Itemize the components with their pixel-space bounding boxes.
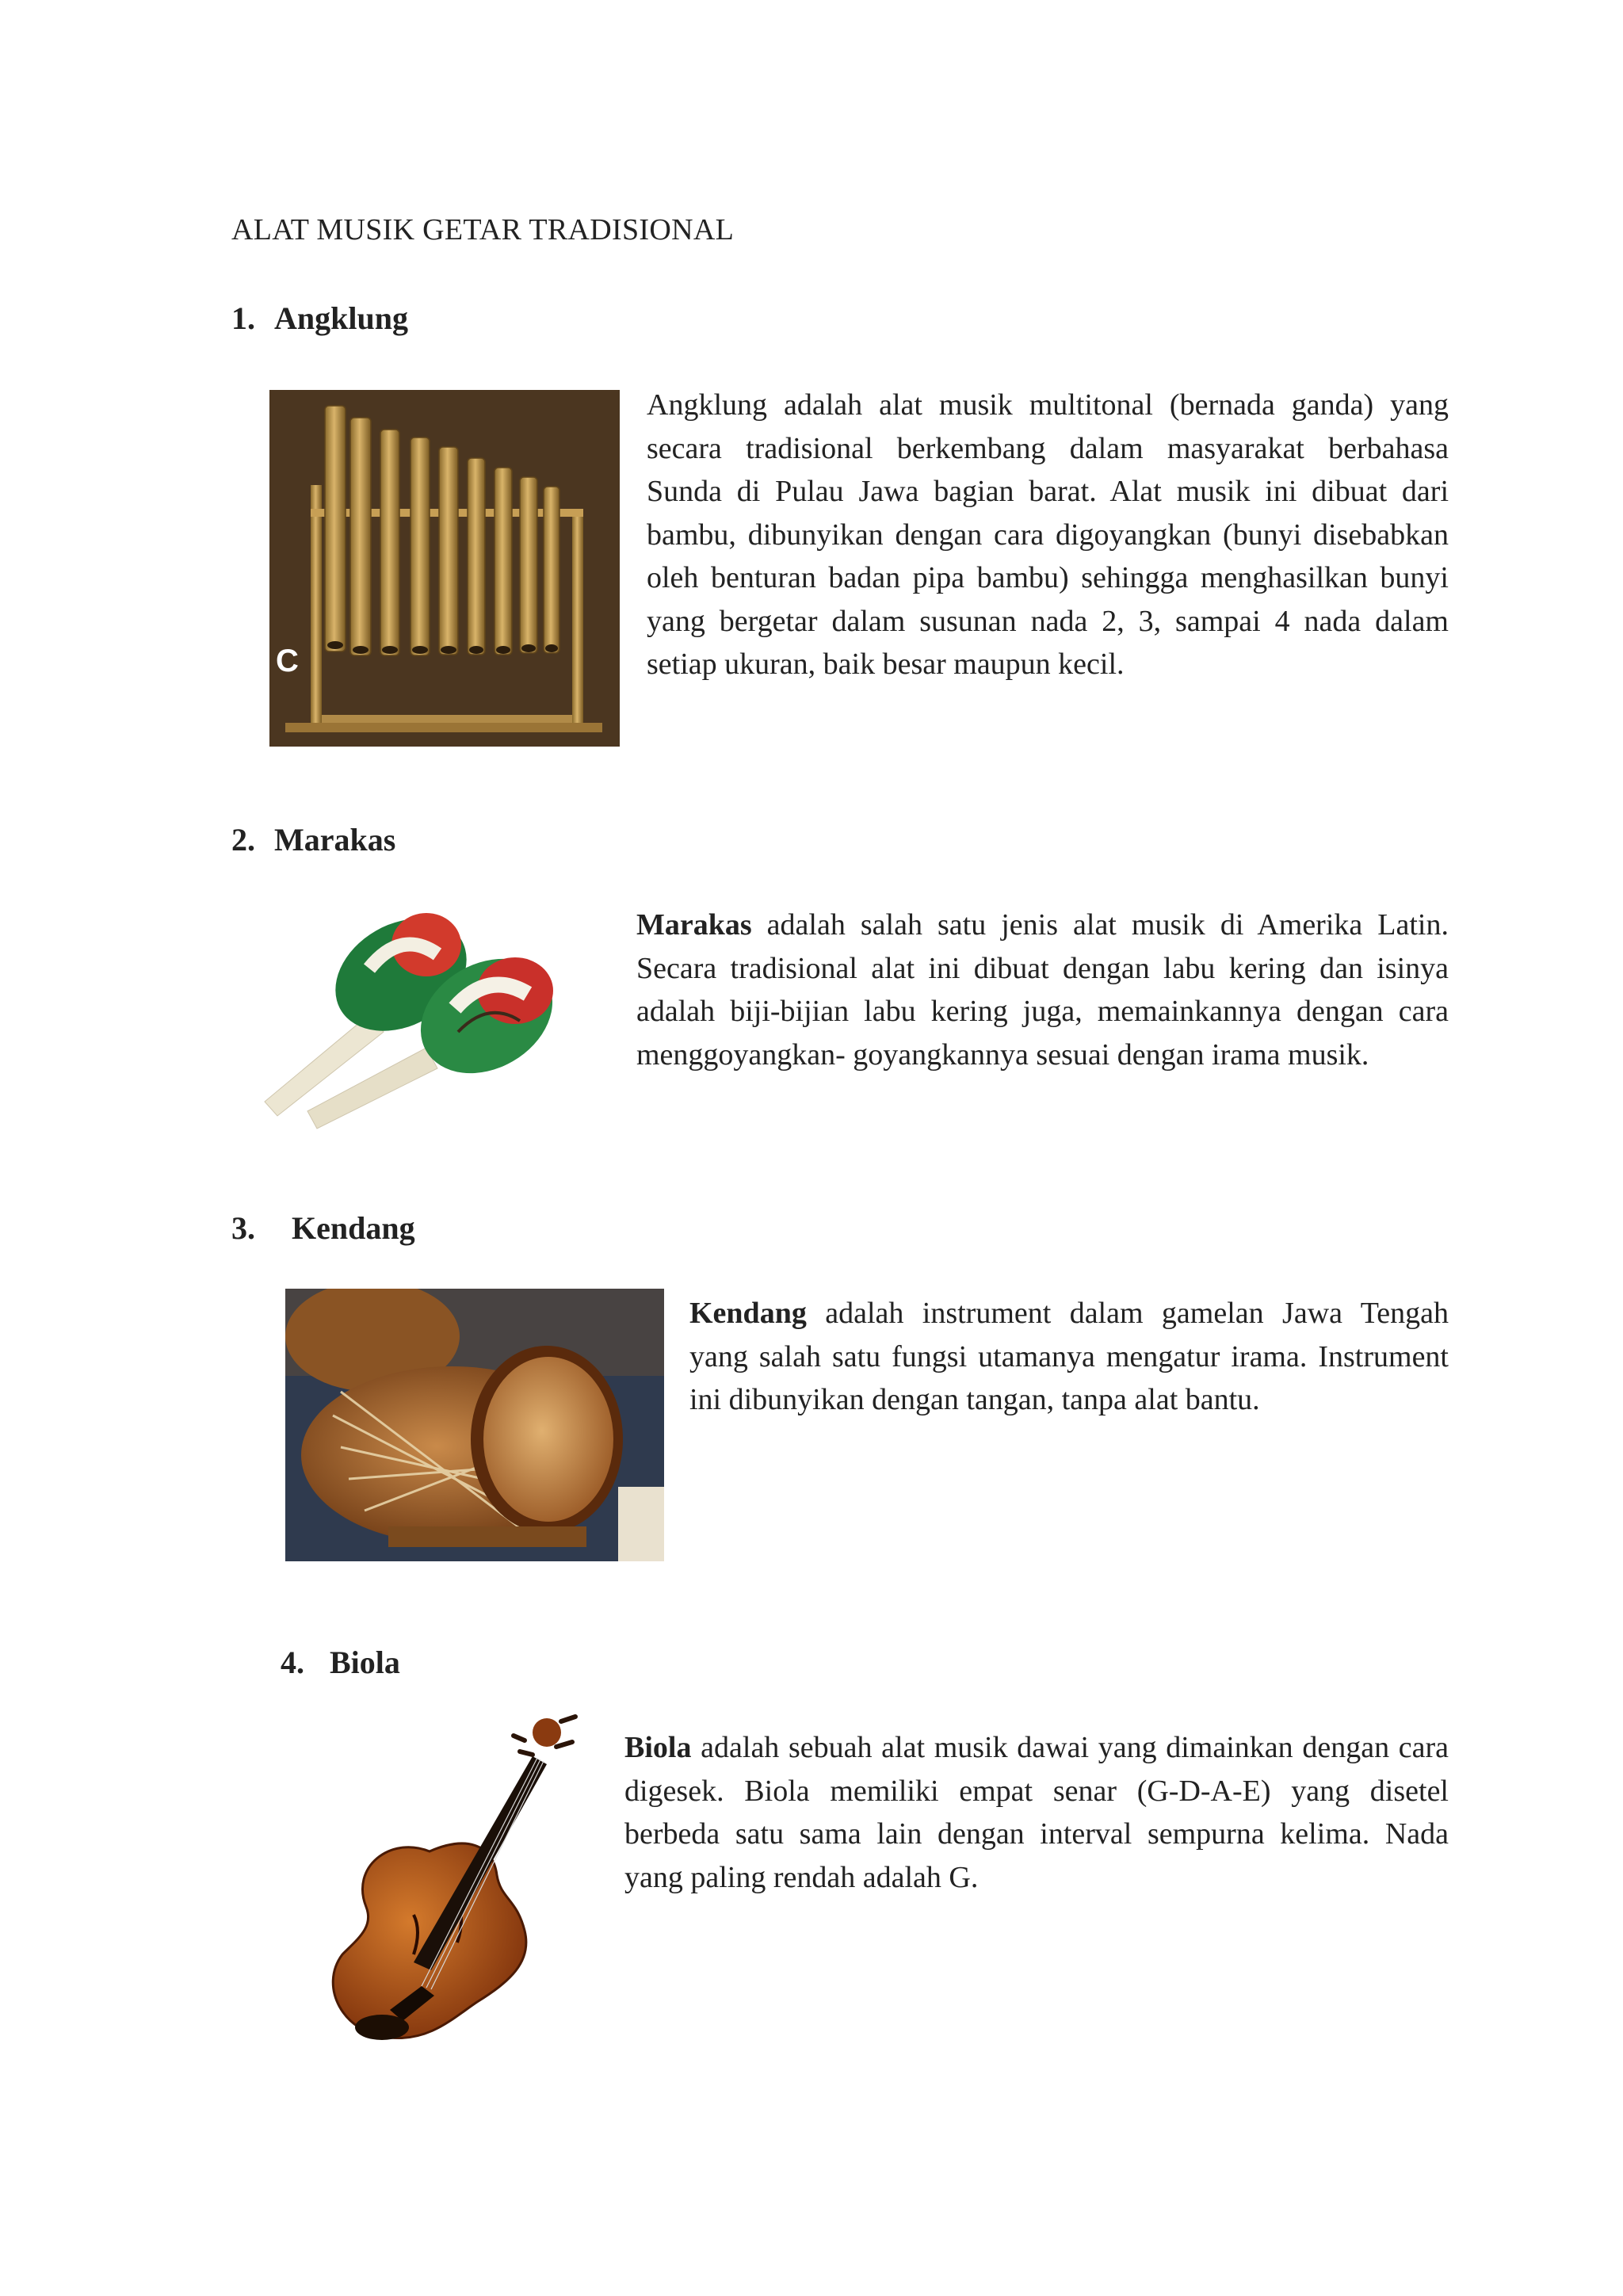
- kendang-description: [689, 1292, 1449, 1422]
- kendang-image: [285, 1289, 664, 1561]
- marakas-image: [250, 881, 621, 1132]
- section-number: 4.: [281, 1645, 304, 1680]
- description-text: adalah sebuah alat musik dawai yang dimainkan dengan cara digesek. Biola memiliki empat senar (G-D-A-E) yang disetel berbeda satu sama lain dengan interval sempurna kelima. Nada yang paling rendah adalah G.: [624, 1731, 1449, 1894]
- angklung-image: [269, 390, 620, 747]
- section-title: Marakas: [274, 822, 396, 858]
- section-heading-angklung: [231, 300, 408, 337]
- section-title: Kendang: [292, 1210, 415, 1246]
- section-number: 1.: [231, 300, 255, 336]
- section-title: Biola: [330, 1645, 400, 1680]
- section-heading-biola: [281, 1644, 400, 1681]
- section-number: 3.: [231, 1210, 255, 1246]
- description-text: adalah instrument dalam gamelan Jawa Tengah yang salah satu fungsi utamanya mengatur irama. Instrument ini dibunyikan dengan tangan, tanpa alat bantu.: [689, 1297, 1449, 1416]
- section-number: 2.: [231, 822, 255, 858]
- section-heading-marakas: [231, 821, 395, 858]
- description-lead: Marakas: [636, 908, 752, 942]
- angklung-image-label: C: [276, 644, 299, 678]
- section-heading-kendang: [231, 1209, 415, 1247]
- description-lead: Biola: [624, 1731, 692, 1764]
- description-text: adalah salah satu jenis alat musik di Amerika Latin. Secara tradisional alat ini dibuat dengan labu kering dan isinya adalah biji-bijian labu kering juga, memainkannya dengan cara menggoyangkan- goyangkannya sesuai dengan irama musik.: [636, 908, 1449, 1072]
- description-text: Angklung adalah alat musik multitonal (bernada ganda) yang secara tradisional berkembang dalam masyarakat berbahasa Sunda di Pulau Jawa bagian barat. Alat musik ini dibuat dari bambu, dibunyikan dengan cara digoyangkan (bunyi disebabkan oleh benturan badan pipa bambu) sehingga menghasilkan bunyi yang bergetar dalam susunan nada 2, 3, sampai 4 nada dalam setiap ukuran, baik besar maupun kecil.: [647, 388, 1449, 681]
- angklung-description: [647, 384, 1449, 686]
- description-lead: Kendang: [689, 1297, 807, 1330]
- biola-image: [295, 1701, 602, 2053]
- section-title: Angklung: [274, 300, 408, 336]
- marakas-description: [636, 904, 1449, 1076]
- biola-description: [624, 1726, 1449, 1899]
- document-title: ALAT MUSIK GETAR TRADISIONAL: [231, 213, 735, 246]
